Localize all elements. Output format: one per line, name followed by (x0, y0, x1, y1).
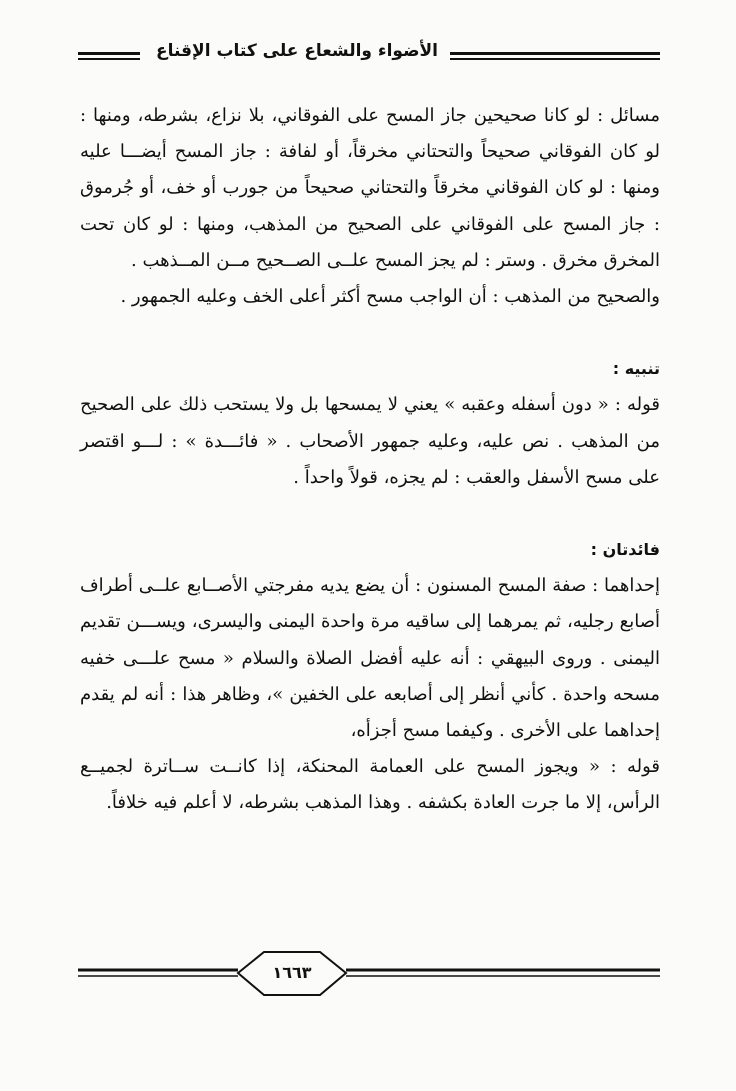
header-rule-right (450, 52, 660, 55)
paragraph-masail: مسائل : لو كانا صحيحين جاز المسح على الفوقاني، بلا نزاع، بشرطه، ومنها : لو كان الفوقاني صحيحاً والتحتاني مخرقاً، أو لفافة : جاز المسح أيضـــا عليه ومنها : لو كان الفوقاني مخرقاً والتحتاني صحيحاً من جورب أو خف، أو جُرموق : جاز المسح على الفوقاني على الصحيح من المذهب، ومنها : لو كان تحت المخرق مخرق . وستر : لم يجز المسح علــى الصــحيح مــن المــذهب . (80, 105, 661, 271)
paragraph-ihdahuma: إحداهما : صفة المسح المسنون : أن يضع يديه مفرجتي الأصــابع علــى أطراف أصابع رجليه، ثم يمرهما إلى ساقيه مرة واحدة اليمنى واليسرى، ويســـن تقديم اليمنى . وروى البيهقي : أنه عليه أفضل الصلاة والسلام « مسح علـــى خفيه مسحه واحدة . كأني أنظر إلى أصابعه على الخفين »، وظاهر هذا : أنه لم يقدم إحداهما على الأخرى . وكيفما مسح أجزأه، (80, 575, 660, 742)
page-number: ١٦٦٣ (272, 963, 312, 982)
section-heading-tanbih: تنبيه : (612, 359, 660, 379)
paragraph-tanbih: قوله : « دون أسفله وعقبه » يعني لا يمسحها بل ولا يستحب ذلك على الصحيح من المذهب . نص عليه، وعليه جمهور الأصحاب . « فائـــدة » : لـــو اقتصر على مسح الأسفل والعقب : لم يجزه، قولاً واحداً . (80, 394, 660, 488)
header-title: الأضواء والشعاع على كتاب الإقناع (155, 41, 438, 61)
page-body (80, 98, 660, 822)
running-header (78, 40, 660, 76)
footer-ornament (78, 948, 660, 1004)
paragraph-qawluhu: قوله : « ويجوز المسح على العمامة المحنكة، إذا كانــت ســاترة لجميــع الرأس، إلا ما جرت العادة بكشفه . وهذا المذهب بشرطه، لا أعلم فيه خلافاً. (80, 756, 660, 814)
header-rule-left (78, 52, 140, 55)
section-gap (80, 315, 660, 351)
section-gap (80, 496, 660, 532)
page-footer (78, 948, 660, 1004)
paragraph-sahih: والصحيح من المذهب : أن الواجب مسح أكثر أعلى الخف وعليه الجمهور . (120, 286, 660, 308)
section-heading-faidatan: فائدتان : (590, 540, 660, 560)
